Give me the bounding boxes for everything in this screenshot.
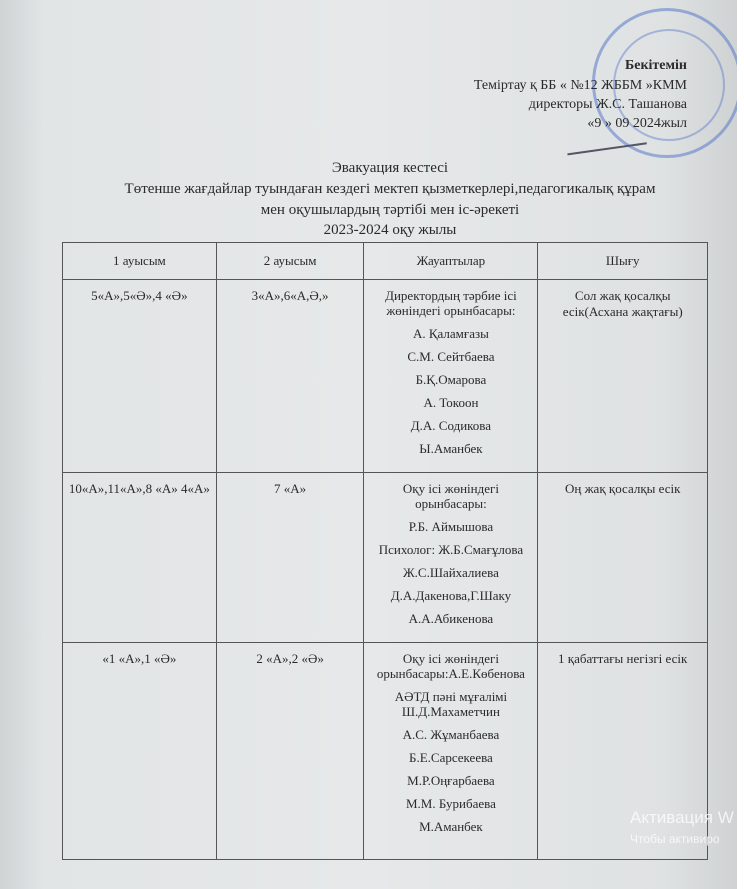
responsible-cell	[364, 473, 538, 643]
doc-year: 2023-2024 оқу жылы	[323, 222, 457, 238]
header-shift2: 2 ауысым	[216, 243, 364, 280]
activation-watermark-sub: Чтобы активиро	[630, 832, 720, 846]
responsible-person: А. Қаламғазы	[412, 326, 489, 341]
doc-subtitle-1: Төтенше жағдайлар туындаған кездегі мектеп қызметкерлері,педагогикалық құрам	[124, 181, 656, 197]
exit-cell: 1 қабаттағы негізгі есік	[538, 643, 708, 860]
responsible-person: Р.Б. Аймышова	[408, 519, 494, 534]
header-responsible: Жауаптылар	[364, 243, 538, 280]
header-shift1: 1 ауысым	[63, 243, 217, 280]
doc-subtitle-2: мен оқушылардың тәртібі мен іс-әрекеті	[260, 202, 520, 218]
shift2-classes: 7 «А»	[216, 473, 364, 643]
responsible-person: С.М. Сейтбаева	[407, 349, 495, 364]
doc-title: Эвакуация кестесі	[331, 160, 449, 176]
responsible-person: АӘТД пәні мұғалімі Ш.Д.Махаметчин	[394, 689, 508, 719]
responsible-cell	[364, 643, 538, 860]
approval-title: Бекітемін	[624, 58, 687, 73]
shift2-classes: 3«А»,6«А,Ә,»	[216, 280, 364, 473]
table-row	[63, 643, 708, 860]
table-row	[63, 473, 708, 643]
shift2-classes: 2 «А»,2 «Ә»	[216, 643, 364, 860]
responsible-person: М.М. Бурибаева	[406, 796, 496, 811]
responsible-cell	[364, 280, 538, 473]
responsible-person: А. Токоон	[423, 395, 479, 410]
responsible-person: Б.Е.Сарсекеева	[409, 750, 493, 765]
evacuation-table	[62, 242, 708, 860]
responsible-person: Оқу ісі жөніндегі орынбасары:	[402, 481, 499, 511]
exit-cell: Оң жақ қосалқы есік	[538, 473, 708, 643]
responsible-person: М.Аманбек	[419, 819, 483, 834]
responsible-person: Оқу ісі жөніндегі орынбасары:А.Е.Көбенова	[376, 651, 525, 681]
responsible-person: Ы.Аманбек	[419, 441, 483, 456]
shift1-classes: 10«А»,11«А»,8 «А» 4«А»	[63, 473, 217, 643]
approval-line2: директоры Ж.С. Ташанова	[528, 97, 687, 112]
header-exit: Шығу	[538, 243, 708, 280]
responsible-person: А.С. Жұманбаева	[402, 727, 500, 742]
responsible-person: А.А.Абикенова	[408, 611, 494, 626]
responsible-person: М.Р.Оңғарбаева	[407, 773, 495, 788]
table-row	[63, 280, 708, 473]
responsible-person: Д.А.Дакенова,Г.Шаку	[390, 588, 512, 603]
approval-line1: Теміртау қ ББ « №12 ЖББМ »КММ	[473, 78, 687, 93]
responsible-person: Ж.С.Шайхалиева	[403, 565, 499, 580]
activation-watermark: Активация W	[630, 808, 734, 827]
responsible-person: Б.Қ.Омарова	[415, 372, 487, 387]
shift1-classes: «1 «А»,1 «Ә»	[63, 643, 217, 860]
responsible-person: Д.А. Содикова	[410, 418, 492, 433]
exit-cell: Сол жақ қосалқы есік(Асхана жақтағы)	[538, 280, 708, 473]
table-header-row	[63, 243, 708, 280]
responsible-person: Психолог: Ж.Б.Смағұлова	[378, 542, 524, 557]
responsible-person: Директордың тәрбие ісі жөніндегі орынбасары:	[385, 288, 517, 318]
shift1-classes: 5«А»,5«Ә»,4 «Ә»	[63, 280, 217, 473]
approval-date: «9 » 09 2024жыл	[587, 116, 687, 131]
